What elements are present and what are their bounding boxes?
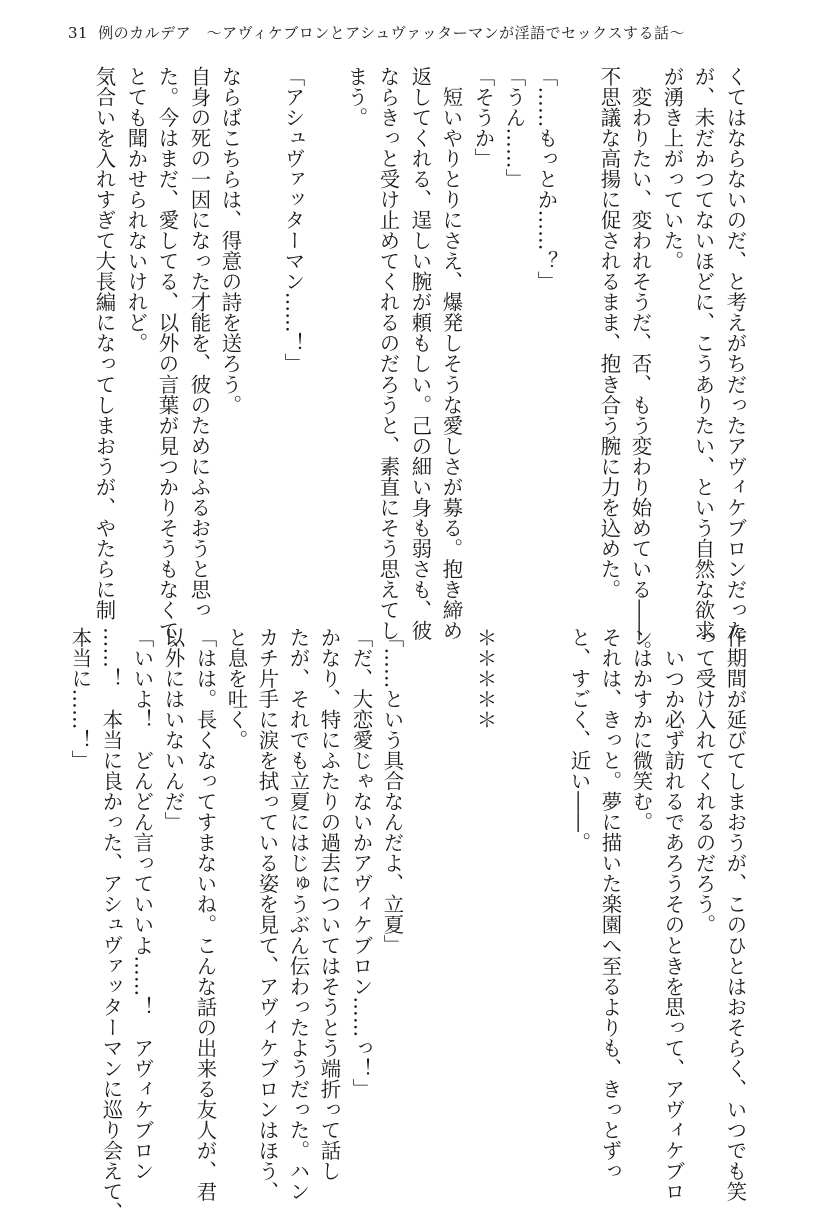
- text-column: 以外にはいないんだ」: [161, 627, 186, 833]
- text-column: 「いいよ！ どんどん言っていいよ……！ アヴィケブロン: [130, 627, 155, 1182]
- text-column: 「アシュヴァッターマン……！」: [281, 66, 306, 374]
- text-column: 「……という具合なんだよ、立夏」: [380, 627, 405, 956]
- text-column: ンはかすかに微笑む。: [629, 627, 654, 833]
- text-column: かなり、特にふたりの過去についてはそうとう端折って話し: [317, 627, 342, 1182]
- text-column: 「そうか」: [471, 66, 496, 169]
- text-column: それは、きっと。夢に描いた楽園へ至るよりも、きっとずっ: [598, 627, 623, 1182]
- text-column: 本当に……！」: [68, 627, 93, 771]
- text-column: と息を吐く。: [224, 627, 249, 751]
- text-column: 自身の死の一因になった才能を、彼のためにふるおうと思っ: [187, 66, 212, 621]
- text-column: いつか必ず訪れるであろうそのときを思って、アヴィケブロ: [661, 627, 686, 1202]
- text-column: って受け入れてくれるのだろう。: [692, 627, 717, 935]
- text-column: 短いやりとりにさえ、爆発しそうな愛しさが募る。抱き締め: [439, 66, 464, 641]
- text-column: カチ片手に涙を拭っている姿を見て、アヴィケブロンはほう、: [255, 627, 280, 1202]
- text-column: ならばこちらは、得意の詩を送ろう。: [218, 66, 243, 415]
- running-header: [68, 22, 685, 43]
- page-number: 31: [68, 24, 89, 42]
- text-column: 「うん……」: [502, 66, 527, 190]
- text-column: ＊＊＊＊＊: [473, 627, 498, 730]
- text-column: と、すごく、近い――。: [567, 627, 592, 853]
- text-column: たが、それでも立夏にはじゅうぶん伝わったようだった。ハン: [286, 627, 311, 1202]
- text-column: 作期間が延びてしまおうが、このひとはおそらく、いつでも笑: [723, 627, 748, 1202]
- header-title: 例のカルデア 〜アヴィケブロンとアシュヴァッターマンが淫語でセックスする話〜: [98, 24, 685, 42]
- text-column: まう。: [344, 66, 369, 128]
- text-column: くてはならないのだ、と考えがちだったアヴィケブロンだった: [723, 66, 748, 641]
- text-column: 「だ、大恋愛じゃないかアヴィケブロン……っ！」: [349, 627, 374, 1099]
- text-column: 変わりたい、変われそうだ、否、もう変わり始めている――。: [628, 66, 653, 662]
- text-column: 返してくれる、逞しい腕が頼もしい。己の細い身も弱さも、彼: [408, 66, 433, 641]
- text-column: が、未だかつてないほどに、こうありたい、という自然な欲求: [691, 66, 716, 641]
- text-column: 気合いを入れすぎて大長編になってしまおうが、やたらに制: [92, 66, 117, 621]
- text-column: とても聞かせられないけれど。: [124, 66, 149, 354]
- text-column: ……！ 本当に良かった、アシュヴァッターマンに巡り会えて、: [99, 627, 124, 1222]
- text-column: 不思議な高揚に促されるまま、抱き合う腕に力を込めた。: [597, 66, 622, 600]
- text-column: 「……もっとか……？」: [534, 66, 559, 292]
- text-column: ならきっと受け止めてくれるのだろうと、素直にそう思えてし: [376, 66, 401, 641]
- text-column: が湧き上がっていた。: [660, 66, 685, 272]
- text-column: 「はは。長くなってすまないね。こんな話の出来る友人が、君: [193, 627, 218, 1202]
- text-column: た。今はまだ、愛してる、以外の言葉が見つかりそうもなくて、: [155, 66, 180, 662]
